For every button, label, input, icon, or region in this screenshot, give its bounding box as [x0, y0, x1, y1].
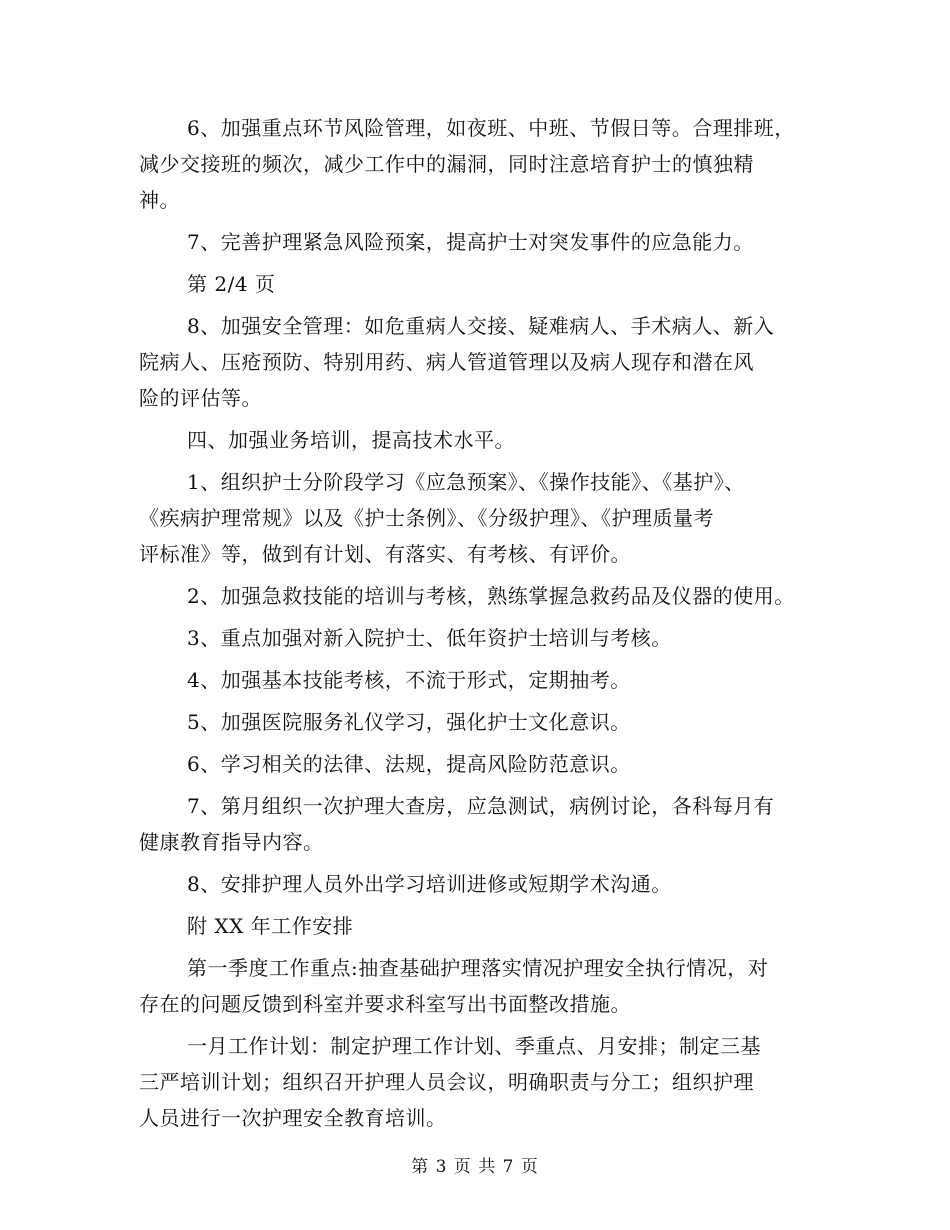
paragraph-t7-rounds: [139, 788, 829, 860]
text-line: 5、加强医院服务礼仪学习，强化护士文化意识。: [187, 710, 631, 734]
paragraph-page-marker: [139, 266, 829, 302]
text-line: 7、完善护理紧急风险预案，提高护士对突发事件的应急能力。: [187, 230, 754, 254]
text-line: 人员进行一次护理安全教育培训。: [139, 1106, 447, 1130]
paragraph-t6-law: [139, 746, 829, 782]
paragraph-jan-plan: [139, 1028, 829, 1136]
document-body: [139, 110, 829, 1142]
text-line: 四、加强业务培训，提高技术水平。: [187, 428, 515, 452]
paragraph-gap: [139, 1136, 829, 1142]
paragraph-q1-focus: [139, 950, 829, 1022]
paragraph-t1-study: [139, 464, 829, 572]
page-footer: 第 3 页 共 7 页: [411, 1157, 539, 1177]
text-line: 第一季度工作重点:抽查基础护理落实情况护理安全执行情况，对: [187, 956, 769, 980]
text-line: 《疾病护理常规》以及《护士条例》、《分级护理》、《护理质量考: [139, 506, 714, 530]
text-line: 1、组织护士分阶段学习《应急预案》、《操作技能》、《基护》、: [187, 470, 745, 494]
paragraph-p7-emergency: [139, 224, 829, 260]
text-line: 减少交接班的频次，减少工作中的漏洞，同时注意培育护士的慎独精: [139, 152, 754, 176]
paragraph-t5-etiquette: [139, 704, 829, 740]
text-line: 三严培训计划；组织召开护理人员会议，明确职责与分工；组织护理: [139, 1070, 754, 1094]
text-line: 一月工作计划：制定护理工作计划、季重点、月安排；制定三基: [187, 1034, 761, 1058]
text-line: 健康教育指导内容。: [139, 830, 324, 854]
text-line: 评标准》等，做到有计划、有落实、有考核、有评价。: [139, 542, 631, 566]
text-line: 6、加强重点环节风险管理，如夜班、中班、节假日等。合理排班，: [187, 116, 795, 140]
text-line: 4、加强基本技能考核，不流于形式，定期抽考。: [187, 668, 631, 692]
text-line: 神。: [139, 188, 180, 212]
text-line: 院病人、压疮预防、特别用药、病人管道管理以及病人现存和潜在风: [139, 350, 754, 374]
text-line: 8、加强安全管理：如危重病人交接、疑难病人、手术病人、新入: [187, 314, 775, 338]
text-line: 6、学习相关的法律、法规，提高风险防范意识。: [187, 752, 631, 776]
paragraph-t8-external: [139, 866, 829, 902]
paragraph-t2-firstaid: [139, 578, 829, 614]
paragraph-t3-newnurse: [139, 620, 829, 656]
paragraph-section-4: [139, 422, 829, 458]
text-line: 2、加强急救技能的培训与考核，熟练掌握急救药品及仪器的使用。: [187, 584, 795, 608]
text-line: 第 2/4 页: [187, 272, 276, 296]
text-line: 8、安排护理人员外出学习培训进修或短期学术沟通。: [187, 872, 672, 896]
text-line: 险的评估等。: [139, 386, 262, 410]
text-line: 存在的问题反馈到科室并要求科室写出书面整改措施。: [139, 992, 631, 1016]
paragraph-p6-risk: [139, 110, 829, 218]
text-line: 7、第月组织一次护理大查房，应急测试，病例讨论，各科每月有: [187, 794, 775, 818]
paragraph-t4-basic: [139, 662, 829, 698]
text-line: 3、重点加强对新入院护士、低年资护士培训与考核。: [187, 626, 672, 650]
paragraph-p8-safety: [139, 308, 829, 416]
text-line: 附 XX 年工作安排: [187, 914, 354, 938]
paragraph-appendix: [139, 908, 829, 944]
